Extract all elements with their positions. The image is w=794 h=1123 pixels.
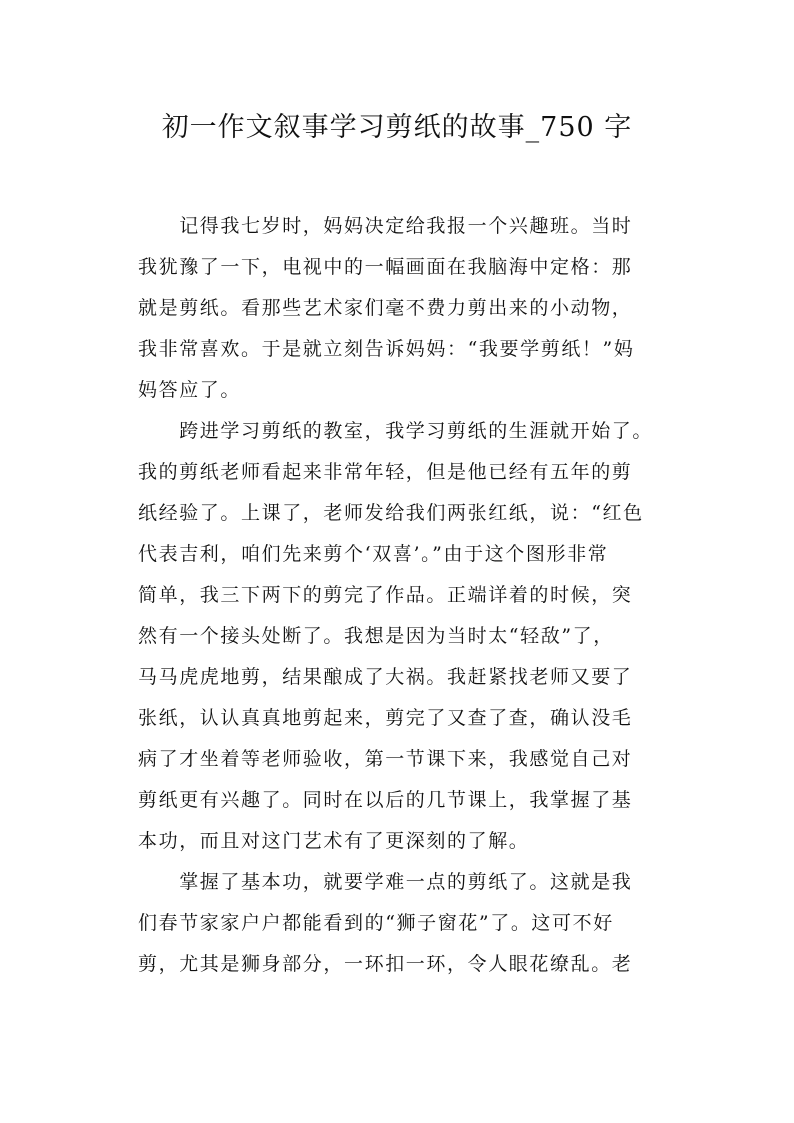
- text-line: 纸经验了。上课了，老师发给我们两张红纸，说：“红色: [138, 502, 644, 524]
- text-line: 记得我七岁时，妈妈决定给我报一个兴趣班。当时: [138, 215, 633, 237]
- text-line: 本功，而且对这门艺术有了更深刻的了解。: [138, 830, 530, 852]
- text-line: 马马虎虎地剪，结果酿成了大祸。我赶紧找老师又要了: [138, 666, 633, 688]
- text-line: 简单，我三下两下的剪完了作品。正端详着的时候，突: [138, 584, 633, 606]
- text-line: 代表吉利，咱们先来剪个‘双喜’。”由于这个图形非常: [138, 543, 609, 565]
- text-line: 张纸，认认真真地剪起来，剪完了又查了查，确认没毛: [138, 707, 633, 729]
- text-line: 跨进学习剪纸的教室，我学习剪纸的生涯就开始了。: [138, 420, 654, 442]
- text-line: 我的剪纸老师看起来非常年轻，但是他已经有五年的剪: [138, 461, 633, 483]
- document-body: [138, 206, 662, 985]
- document-title: 初一作文叙事学习剪纸的故事_750 字: [161, 112, 633, 143]
- text-line: 然有一个接头处断了。我想是因为当时太“轻敌”了，: [138, 625, 614, 647]
- text-line: 掌握了基本功，就要学难一点的剪纸了。这就是我: [138, 871, 633, 893]
- text-line: 剪纸更有兴趣了。同时在以后的几节课上，我掌握了基: [138, 789, 633, 811]
- text-line: 妈答应了。: [138, 379, 242, 401]
- text-line: 就是剪纸。看那些艺术家们毫不费力剪出来的小动物，: [138, 297, 633, 319]
- text-line: 们春节家家户户都能看到的“狮子窗花”了。这可不好: [138, 912, 614, 934]
- text-line: 我非常喜欢。于是就立刻告诉妈妈：“我要学剪纸！”妈: [138, 338, 635, 360]
- text-line: 我犹豫了一下，电视中的一幅画面在我脑海中定格：那: [138, 256, 633, 278]
- text-line: 病了才坐着等老师验收，第一节课下来，我感觉自己对: [138, 748, 633, 770]
- text-line: 剪，尤其是狮身部分，一环扣一环，令人眼花缭乱。老: [138, 953, 633, 975]
